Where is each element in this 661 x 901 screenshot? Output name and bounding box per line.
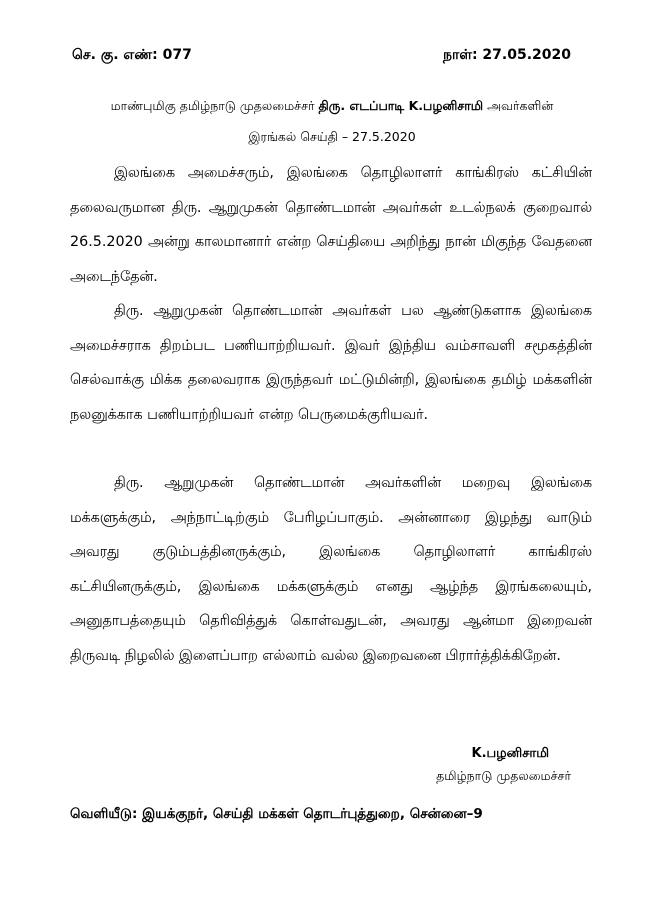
body-paragraph-3: திரு. ஆறுமுகன் தொண்டமான் அவர்களின் மறைவு இலங்கை மக்களுக்கும், அந்நாட்டிற்கும் பேரிழப்பாகும். அன்னாரை இழந்து வாடும் அவரது குடும்பத்தினருக்கும், இலங்கை தொழிலாளர் காங்கிரஸ் கட்சியினருக்கும், இலங்கை மக்களுக்கும் எனது ஆழ்ந்த இரங்கலையும், அனுதாபத்தையும் தெரிவித்துக் கொள்வதுடன், அவரது ஆன்மா இறைவன் திருவடி நிழலில் இளைப்பாற எல்லாம் வல்ல இறைவனை பிரார்த்திக்கிறேன். — [70, 475, 592, 664]
signatory-name: K.பழனிசாமி — [471, 746, 549, 761]
document-subtitle: இரங்கல் செய்தி – 27.5.2020 — [248, 129, 416, 144]
signatory-designation: தமிழ்நாடு முதலமைச்சர் — [436, 768, 571, 783]
body-paragraph-2: திரு. ஆறுமுகன் தொண்டமான் அவர்கள் பல ஆண்டுகளாக இலங்கை அமைச்சராக திறம்பட பணியாற்றியவர். இவர் இந்திய வம்சாவளி சமூகத்தின் செல்வாக்கு மிக்க தலைவராக இருந்தவர் மட்டுமின்றி, இலங்கை தமிழ் மக்களின் நலனுக்காக பணியாற்றியவர் என்ற பெருமைக்குரியவர். — [70, 303, 592, 423]
reference-number: செ. கு. எண்: 077 — [72, 47, 192, 63]
release-date: நாள்: 27.05.2020 — [443, 47, 571, 63]
release-footer: வெளியீடு: இயக்குநர், செய்தி மக்கள் தொடர்புத்துறை, சென்னை–9 — [70, 806, 483, 822]
title-name: திரு. எடப்பாடி K.பழனிசாமி — [318, 98, 484, 113]
title-prefix: மாண்புமிகு தமிழ்நாடு முதலமைச்சர் — [110, 98, 319, 113]
document-title — [72, 98, 592, 115]
title-suffix: அவர்களின் — [483, 98, 554, 113]
body-paragraph-1: இலங்கை அமைச்சரும், இலங்கை தொழிலாளர் காங்கிரஸ் கட்சியின் தலைவருமான திரு. ஆறுமுகன் தொண்டமான் அவர்கள் உடல்நலக் குறைவால் 26.5.2020 அன்று காலமானார் என்ற செய்தியை அறிந்து நான் மிகுந்த வேதனை அடைந்தேன். — [70, 165, 592, 285]
